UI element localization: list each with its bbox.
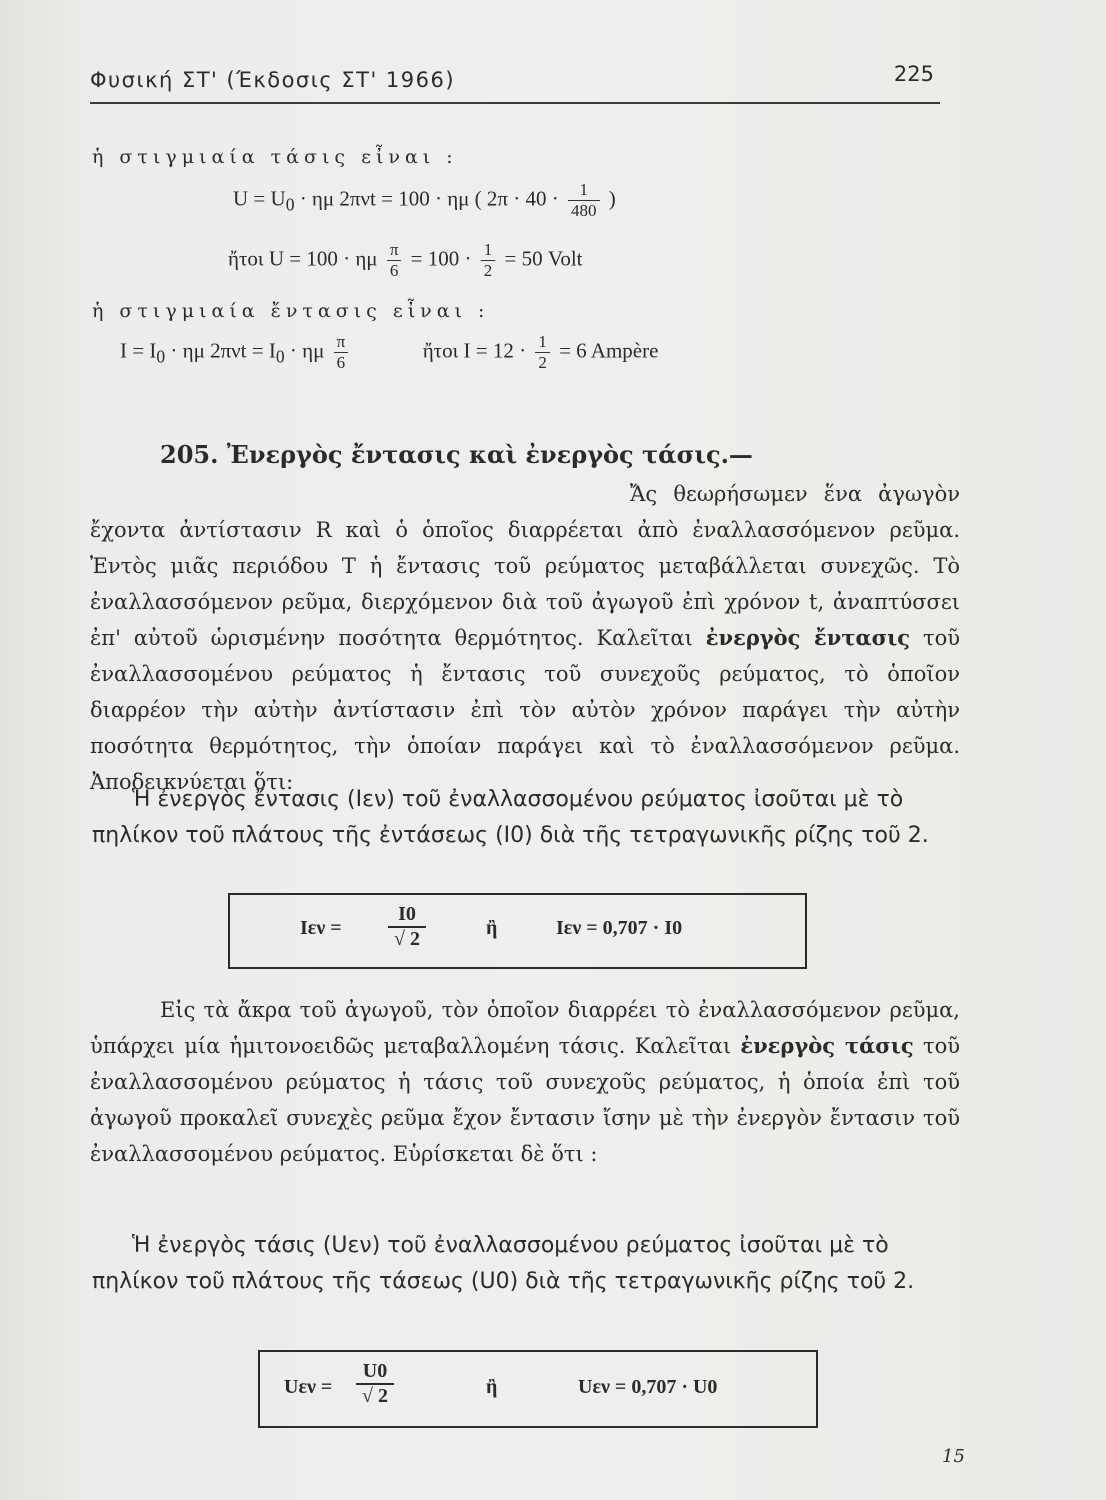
voltage-fraction — [568, 180, 600, 221]
box1-den: √ 2 — [394, 928, 420, 950]
box2-right: Uεν = 0,707 · U0 — [578, 1376, 718, 1398]
voltage-eq-a: U = U — [233, 186, 286, 211]
current-eq-d: ἤτοι I = 12 · — [422, 338, 527, 363]
current-eq-b: · ημ 2πνt = I — [165, 338, 276, 363]
voltage-result-frac-den: 6 — [389, 261, 399, 280]
statement-2: Ἡ ἐνεργὸς τάσις (Uεν) τοῦ ἐναλλασσομένου ρεύματος ἰσοῦται μὲ τὸ πηλίκον τοῦ πλάτους τῆς τάσεως (U0) διὰ τῆς τετραγωνικῆς ρίζης τοῦ 2. — [92, 1233, 915, 1294]
voltage-frac-num: 1 — [568, 180, 600, 201]
voltage-result-b: = 100 · — [410, 246, 472, 271]
current-frac2-num: 1 — [535, 332, 550, 353]
formula-box-1 — [228, 893, 807, 969]
current-eq-a: I = I — [120, 338, 157, 363]
paragraph-2 — [90, 992, 960, 1172]
current-eq-e: = 6 Ampère — [559, 338, 659, 363]
voltage-result-fraction-2 — [481, 240, 496, 281]
box1-fraction — [388, 903, 426, 951]
statement-1: Ἡ ἐνεργὸς ἔντασις (Iεν) τοῦ ἐναλλασσομένου ρεύματος ἰσοῦται μὲ τὸ πηλίκον τοῦ πλάτους τῆς ἐντάσεως (I0) διὰ τῆς τετραγωνικῆς ρίζης τοῦ 2. — [92, 787, 929, 848]
voltage-result-a: ἤτοι U = 100 · ημ — [228, 246, 378, 271]
current-fraction — [334, 332, 349, 373]
voltage-equation — [233, 180, 616, 221]
box2-or: ἢ — [486, 1376, 498, 1398]
box2-left: Uεν = — [284, 1376, 333, 1398]
current-frac2-den: 2 — [538, 353, 547, 372]
voltage-result-c: = 50 Volt — [504, 246, 583, 271]
current-equation — [120, 332, 658, 373]
box1-or: ἢ — [486, 917, 498, 939]
voltage-eq-b: · ημ 2πνt = 100 · ημ ( 2π · 40 · — [294, 186, 559, 211]
voltage-eq-sub: 0 — [285, 194, 295, 215]
box1-left: Iεν = — [300, 917, 342, 939]
voltage-result-frac2-den: 2 — [483, 261, 493, 280]
current-frac-num: π — [334, 332, 349, 353]
box1-right: Iεν = 0,707 · I0 — [556, 917, 683, 939]
current-fraction-2 — [535, 332, 550, 373]
box2-den: √ 2 — [362, 1385, 388, 1407]
paragraph-2-start: Εἰς τὰ ἄκρα τοῦ ἀγωγοῦ, τὸν ὁποῖον διαρρέει τὸ ἐναλλασσόμενον ρεῦμα, ὑπάρχει μία ἡμιτονοειδῶς μεταβαλλομένη τάσις. Καλεῖται — [90, 998, 960, 1058]
signature-mark: 15 — [942, 1446, 965, 1467]
voltage-result-frac2-num: 1 — [481, 240, 496, 261]
box2-fraction — [356, 1360, 394, 1408]
voltage-label: ἡ στιγμιαία τάσις εἶναι : — [92, 146, 458, 168]
current-label: ἡ στιγμιαία ἔντασις εἶναι : — [92, 300, 490, 322]
current-eq-sub-1: 0 — [156, 346, 166, 367]
paragraph-1 — [90, 476, 960, 800]
paragraph-1-end: τοῦ ἐναλλασσομένου ρεύματος ἡ ἔντασις τοῦ συνεχοῦς ρεύματος, τὸ ὁποῖον διαρρέον τὴν αὐτὴν ἀντίστασιν ἐπὶ τὸν αὐτὸν χρόνον παράγει τὴν αὐτὴν ποσότητα θερμότητος, τὴν ὁποίαν παράγει καὶ τὸ ἐναλλασσόμενον ρεῦμα. Ἀποδεικνύεται ὅτι: — [90, 626, 960, 794]
box2-num: U0 — [356, 1360, 394, 1385]
paragraph-2-end: τοῦ ἐναλλασσομένου ρεύματος ἡ τάσις τοῦ συνεχοῦς ρεύματος, ἡ ὁποία ἐπὶ τοῦ ἀγωγοῦ προκαλεῖ συνεχὲς ρεῦμα ἔχον ἔντασιν ἴσην μὲ τὴν ἐνεργὸν ἔντασιν τοῦ ἐναλλασσομένου ρεύματος. Εὑρίσκεται δὲ ὅτι : — [90, 1034, 960, 1166]
voltage-eq-close: ) — [608, 186, 616, 211]
page-header — [90, 62, 940, 104]
current-frac-den: 6 — [336, 353, 346, 372]
voltage-result-frac-num: π — [387, 240, 402, 261]
page-number: 225 — [893, 62, 934, 86]
running-title: Φυσική ΣΤ' (Έκδοσις ΣΤ' 1966) — [90, 68, 456, 92]
voltage-result — [228, 240, 583, 281]
paragraph-2-bold: ἐνεργὸς τάσις — [740, 1033, 914, 1058]
section-heading: 205. Ἐνεργὸς ἔντασις καὶ ἐνεργὸς τάσις.— — [160, 440, 753, 469]
paragraph-1-start: Ἄς θεωρήσωμεν ἕνα ἀγωγὸν ἔχοντα ἀντίστασιν R καὶ ὁ ὁποῖος διαρρέεται ἀπὸ ἐναλλασσόμενον ρεῦμα. Ἐντὸς μιᾶς περιόδου T ἡ ἔντασις τοῦ ρεύματος μεταβάλλεται συνεχῶς. Τὸ ἐναλλασσόμενον ρεῦμα, διερχόμενον διὰ τοῦ ἀγωγοῦ ἐπὶ χρόνον t, ἀναπτύσσει ἐπ' αὐτοῦ ὡρισμένην ποσότητα θερμότητος. Καλεῖται — [90, 482, 960, 650]
current-eq-sub-2: 0 — [275, 346, 285, 367]
formula-box-2 — [258, 1350, 818, 1428]
voltage-frac-den: 480 — [571, 201, 597, 220]
box1-num: I0 — [388, 903, 426, 928]
current-eq-c: · ημ — [284, 338, 325, 363]
voltage-result-fraction — [387, 240, 402, 281]
paragraph-1-bold: ἐνεργὸς ἔντασις — [705, 625, 911, 650]
